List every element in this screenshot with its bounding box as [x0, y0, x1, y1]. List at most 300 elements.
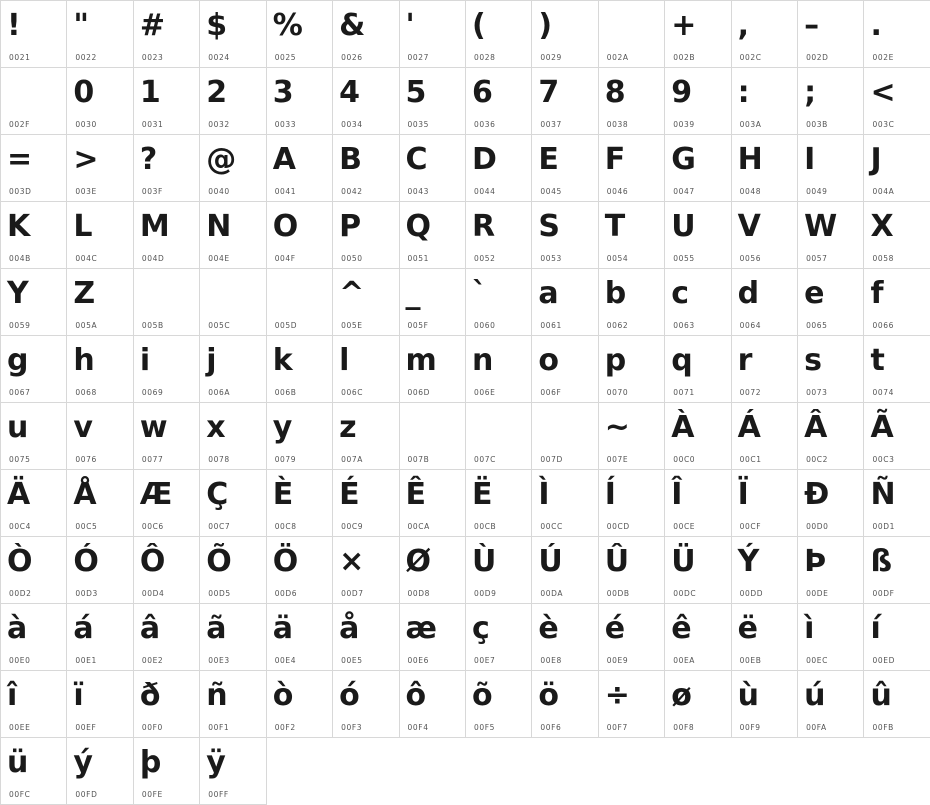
glyph-cell[interactable] [67, 738, 133, 805]
glyph-cell[interactable] [466, 202, 532, 269]
glyph-codepoint: 0038 [606, 120, 629, 129]
glyph-codepoint: 00DE [806, 589, 829, 598]
glyph-character: G [671, 142, 696, 177]
glyph-codepoint: 002D [806, 53, 829, 62]
glyph-codepoint: 0040 [208, 187, 230, 196]
glyph-cell[interactable] [267, 403, 333, 470]
glyph-cell[interactable] [599, 269, 665, 336]
glyph-codepoint: 0061 [540, 321, 562, 330]
glyph-cell[interactable] [466, 671, 532, 738]
glyph-cell[interactable] [466, 336, 532, 403]
glyph-cell[interactable] [67, 403, 133, 470]
glyph-character [532, 407, 597, 449]
glyph-codepoint: 00C4 [9, 522, 31, 531]
glyph-character: Þ [804, 544, 827, 579]
glyph-character: t [870, 343, 885, 378]
glyph-cell[interactable] [466, 604, 532, 671]
glyph-cell[interactable] [200, 68, 266, 135]
glyph-cell[interactable] [400, 336, 466, 403]
glyph-cell[interactable] [599, 1, 665, 68]
glyph-cell[interactable] [333, 671, 399, 738]
glyph-codepoint: 0043 [407, 187, 430, 196]
glyph-cell[interactable] [134, 1, 200, 68]
glyph-cell[interactable] [466, 537, 532, 604]
glyph-cell[interactable] [333, 537, 399, 604]
glyph-character [599, 5, 664, 47]
glyph-character: M [139, 209, 170, 244]
glyph-character: Ñ [870, 477, 896, 512]
glyph-cell[interactable] [466, 68, 532, 135]
glyph-character [267, 273, 332, 315]
glyph-codepoint: 002C [739, 53, 762, 62]
glyph-character: â [139, 611, 161, 646]
glyph-codepoint: 0060 [473, 321, 496, 330]
glyph-codepoint: 0042 [341, 187, 363, 196]
glyph-cell[interactable] [267, 1, 333, 68]
glyph-codepoint: 007C [473, 455, 496, 464]
glyph-cell[interactable] [532, 470, 598, 537]
glyph-cell[interactable] [200, 403, 266, 470]
glyph-character: ç [471, 611, 490, 646]
glyph-character: c [671, 276, 690, 311]
glyph-character: j [206, 343, 217, 378]
glyph-codepoint: 003C [872, 120, 895, 129]
glyph-cell[interactable] [732, 135, 798, 202]
glyph-cell[interactable] [599, 604, 665, 671]
glyph-codepoint: 0049 [806, 187, 828, 196]
glyph-codepoint: 00D5 [208, 589, 231, 598]
glyph-character: 9 [671, 75, 693, 110]
glyph-cell[interactable] [466, 470, 532, 537]
glyph-cell[interactable] [732, 68, 798, 135]
glyph-cell[interactable] [599, 470, 665, 537]
glyph-cell[interactable] [665, 135, 731, 202]
glyph-codepoint: 00CD [606, 522, 630, 531]
glyph-codepoint: 00FB [872, 723, 894, 732]
glyph-cell[interactable] [400, 1, 466, 68]
glyph-character: Ø [405, 544, 432, 579]
glyph-codepoint: 00C8 [274, 522, 297, 531]
glyph-character: F [604, 142, 626, 177]
glyph-codepoint: 004A [872, 187, 895, 196]
glyph-character: Ï [737, 477, 749, 512]
glyph-character: 3 [272, 75, 294, 110]
glyph-cell[interactable] [134, 202, 200, 269]
glyph-codepoint: 0029 [540, 53, 562, 62]
glyph-cell[interactable] [67, 135, 133, 202]
glyph-codepoint: 005E [341, 321, 363, 330]
glyph-codepoint: 00DD [739, 589, 764, 598]
glyph-codepoint: 0052 [473, 254, 496, 263]
glyph-codepoint: 00FF [208, 790, 229, 799]
glyph-character: & [339, 8, 366, 43]
glyph-cell[interactable] [732, 470, 798, 537]
glyph-cell[interactable] [798, 135, 864, 202]
glyph-character: Y [7, 276, 29, 311]
glyph-character: Â [804, 410, 828, 445]
glyph-cell[interactable] [798, 1, 864, 68]
glyph-cell[interactable] [798, 336, 864, 403]
glyph-cell[interactable] [798, 403, 864, 470]
glyph-cell[interactable] [333, 202, 399, 269]
glyph-character: û [870, 678, 892, 713]
glyph-cell[interactable] [267, 135, 333, 202]
glyph-cell[interactable] [864, 1, 930, 68]
glyph-character: Ô [139, 544, 166, 579]
glyph-character: Ì [538, 477, 550, 512]
glyph-cell[interactable] [532, 1, 598, 68]
glyph-cell[interactable] [864, 135, 930, 202]
glyph-cell[interactable] [400, 537, 466, 604]
glyph-cell[interactable] [1, 738, 67, 805]
glyph-cell[interactable] [532, 269, 598, 336]
glyph-cell[interactable] [400, 470, 466, 537]
glyph-cell[interactable] [466, 1, 532, 68]
glyph-character: Ú [538, 544, 563, 579]
glyph-cell[interactable] [1, 403, 67, 470]
glyph-cell[interactable] [267, 269, 333, 336]
glyph-character: Í [604, 477, 616, 512]
glyph-cell[interactable] [466, 269, 532, 336]
glyph-codepoint: 00C0 [673, 455, 696, 464]
glyph-cell[interactable] [200, 604, 266, 671]
glyph-character: æ [405, 611, 437, 646]
glyph-character: å [339, 611, 360, 646]
glyph-character: É [339, 477, 360, 512]
glyph-codepoint: 00E2 [141, 656, 164, 665]
glyph-cell[interactable] [532, 68, 598, 135]
glyph-codepoint: 0054 [606, 254, 629, 263]
glyph-codepoint: 0027 [407, 53, 430, 62]
glyph-codepoint: 0068 [75, 388, 97, 397]
glyph-codepoint: 00E5 [341, 656, 363, 665]
glyph-cell[interactable] [732, 537, 798, 604]
glyph-character: T [604, 209, 626, 244]
glyph-cell[interactable] [732, 336, 798, 403]
glyph-character: ë [737, 611, 758, 646]
glyph-cell[interactable] [532, 604, 598, 671]
glyph-cell[interactable] [864, 336, 930, 403]
glyph-character: ã [206, 611, 227, 646]
glyph-character: z [339, 410, 357, 445]
glyph-codepoint: 00F5 [473, 723, 495, 732]
glyph-cell[interactable] [134, 738, 200, 805]
glyph-cell[interactable] [532, 671, 598, 738]
glyph-codepoint: 0062 [606, 321, 629, 330]
glyph-codepoint: 002B [673, 53, 696, 62]
glyph-cell[interactable] [599, 135, 665, 202]
glyph-codepoint: 00E3 [208, 656, 230, 665]
glyph-cell[interactable] [798, 604, 864, 671]
glyph-character: V [737, 209, 761, 244]
glyph-character: ( [471, 8, 486, 43]
glyph-cell[interactable] [67, 671, 133, 738]
glyph-character: á [73, 611, 94, 646]
glyph-cell[interactable] [333, 1, 399, 68]
glyph-codepoint: 0059 [9, 321, 31, 330]
glyph-cell[interactable] [466, 135, 532, 202]
glyph-character: Ç [206, 477, 229, 512]
glyph-cell[interactable] [599, 202, 665, 269]
glyph-character: Ý [737, 544, 760, 579]
glyph-cell-empty [665, 738, 731, 805]
glyph-cell[interactable] [400, 403, 466, 470]
glyph-cell[interactable] [267, 537, 333, 604]
glyph-cell[interactable] [599, 68, 665, 135]
glyph-codepoint: 0039 [673, 120, 695, 129]
glyph-cell[interactable] [1, 604, 67, 671]
glyph-codepoint: 0069 [141, 388, 164, 397]
glyph-cell[interactable] [599, 671, 665, 738]
glyph-cell[interactable] [532, 336, 598, 403]
glyph-character: k [272, 343, 293, 378]
glyph-cell[interactable] [267, 604, 333, 671]
glyph-cell[interactable] [798, 269, 864, 336]
glyph-character: " [73, 8, 90, 43]
glyph-cell[interactable] [134, 537, 200, 604]
glyph-cell[interactable] [1, 1, 67, 68]
glyph-cell[interactable] [400, 202, 466, 269]
glyph-codepoint: 00C5 [75, 522, 98, 531]
glyph-cell[interactable] [333, 336, 399, 403]
glyph-codepoint: 00DF [872, 589, 895, 598]
glyph-cell[interactable] [532, 403, 598, 470]
glyph-cell[interactable] [200, 1, 266, 68]
glyph-cell[interactable] [67, 604, 133, 671]
glyph-cell[interactable] [1, 135, 67, 202]
glyph-character: C [405, 142, 428, 177]
glyph-cell[interactable] [200, 202, 266, 269]
glyph-codepoint: 00F1 [208, 723, 230, 732]
glyph-cell[interactable] [134, 336, 200, 403]
glyph-codepoint: 0022 [75, 53, 97, 62]
glyph-codepoint: 00E1 [75, 656, 97, 665]
glyph-cell[interactable] [732, 269, 798, 336]
glyph-cell[interactable] [864, 604, 930, 671]
glyph-cell[interactable] [732, 202, 798, 269]
glyph-cell[interactable] [67, 202, 133, 269]
glyph-cell[interactable] [400, 68, 466, 135]
glyph-cell[interactable] [665, 202, 731, 269]
glyph-cell[interactable] [665, 403, 731, 470]
glyph-cell[interactable] [200, 336, 266, 403]
glyph-character: 0 [73, 75, 95, 110]
glyph-character: D [471, 142, 497, 177]
glyph-cell[interactable] [532, 202, 598, 269]
glyph-cell[interactable] [864, 537, 930, 604]
glyph-cell[interactable] [134, 68, 200, 135]
glyph-cell[interactable] [134, 604, 200, 671]
glyph-codepoint: 00D8 [407, 589, 431, 598]
glyph-cell[interactable] [1, 202, 67, 269]
glyph-cell[interactable] [1, 336, 67, 403]
glyph-cell[interactable] [798, 671, 864, 738]
glyph-codepoint: 006B [274, 388, 297, 397]
glyph-cell[interactable] [67, 1, 133, 68]
glyph-character: ô [405, 678, 427, 713]
glyph-cell[interactable] [732, 671, 798, 738]
glyph-character: ò [272, 678, 294, 713]
glyph-cell[interactable] [200, 269, 266, 336]
glyph-cell[interactable] [200, 470, 266, 537]
glyph-cell[interactable] [665, 336, 731, 403]
glyph-character: ð [139, 678, 161, 713]
glyph-character: à [7, 611, 28, 646]
glyph-codepoint: 00D3 [75, 589, 98, 598]
glyph-cell[interactable] [532, 135, 598, 202]
glyph-codepoint: 0078 [208, 455, 230, 464]
glyph-character: Ü [671, 544, 696, 579]
glyph-cell[interactable] [67, 537, 133, 604]
glyph-cell[interactable] [732, 604, 798, 671]
glyph-cell[interactable] [1, 68, 67, 135]
glyph-character: Ö [272, 544, 299, 579]
glyph-cell[interactable] [400, 135, 466, 202]
glyph-character: Ã [870, 410, 894, 445]
glyph-character: S [538, 209, 560, 244]
glyph-codepoint: 00E4 [274, 656, 297, 665]
glyph-cell[interactable] [665, 470, 731, 537]
glyph-cell[interactable] [267, 470, 333, 537]
glyph-cell[interactable] [333, 269, 399, 336]
glyph-cell[interactable] [864, 202, 930, 269]
glyph-codepoint: 0063 [673, 321, 695, 330]
glyph-cell[interactable] [67, 336, 133, 403]
glyph-character: ì [804, 611, 815, 646]
glyph-character: v [73, 410, 93, 445]
glyph-cell[interactable] [134, 671, 200, 738]
glyph-cell[interactable] [400, 604, 466, 671]
glyph-character: d [737, 276, 760, 311]
glyph-cell[interactable] [599, 336, 665, 403]
glyph-codepoint: 00E6 [407, 656, 429, 665]
glyph-cell[interactable] [200, 671, 266, 738]
glyph-codepoint: 002F [9, 120, 31, 129]
glyph-cell[interactable] [665, 537, 731, 604]
glyph-codepoint: 0045 [540, 187, 562, 196]
glyph-codepoint: 0047 [673, 187, 695, 196]
glyph-cell[interactable] [798, 202, 864, 269]
glyph-cell[interactable] [267, 671, 333, 738]
glyph-cell[interactable] [732, 403, 798, 470]
glyph-character: ý [73, 745, 93, 780]
glyph-cell[interactable] [1, 269, 67, 336]
glyph-codepoint: 005A [75, 321, 98, 330]
glyph-cell[interactable] [1, 537, 67, 604]
glyph-cell[interactable] [1, 671, 67, 738]
glyph-character: Ð [804, 477, 830, 512]
glyph-codepoint: 00F3 [341, 723, 363, 732]
glyph-cell[interactable] [532, 537, 598, 604]
glyph-cell[interactable] [665, 68, 731, 135]
glyph-cell[interactable] [599, 403, 665, 470]
glyph-cell[interactable] [732, 1, 798, 68]
glyph-character: 1 [139, 75, 161, 110]
glyph-cell[interactable] [67, 269, 133, 336]
glyph-cell[interactable] [864, 671, 930, 738]
glyph-cell[interactable] [798, 68, 864, 135]
glyph-cell[interactable] [333, 68, 399, 135]
glyph-codepoint: 0044 [473, 187, 496, 196]
glyph-character: g [7, 343, 29, 378]
glyph-codepoint: 006E [473, 388, 496, 397]
glyph-codepoint: 00E7 [473, 656, 496, 665]
glyph-codepoint: 00EF [75, 723, 97, 732]
glyph-codepoint: 0079 [274, 455, 297, 464]
glyph-cell[interactable] [200, 537, 266, 604]
glyph-character: é [604, 611, 626, 646]
glyph-cell[interactable] [864, 269, 930, 336]
glyph-cell[interactable] [798, 470, 864, 537]
glyph-cell[interactable] [333, 604, 399, 671]
glyph-cell[interactable] [864, 403, 930, 470]
glyph-cell[interactable] [665, 1, 731, 68]
glyph-cell[interactable] [134, 470, 200, 537]
glyph-cell[interactable] [267, 336, 333, 403]
glyph-cell[interactable] [67, 470, 133, 537]
glyph-cell[interactable] [1, 470, 67, 537]
glyph-character: # [139, 8, 165, 43]
glyph-cell[interactable] [798, 537, 864, 604]
glyph-cell[interactable] [400, 671, 466, 738]
glyph-cell[interactable] [200, 738, 266, 805]
glyph-character: N [206, 209, 232, 244]
glyph-character: þ [139, 745, 162, 780]
glyph-codepoint: 00EC [806, 656, 828, 665]
glyph-cell[interactable] [333, 403, 399, 470]
glyph-character: Û [604, 544, 630, 579]
glyph-cell[interactable] [864, 470, 930, 537]
glyph-character: p [604, 343, 627, 378]
glyph-cell[interactable] [134, 403, 200, 470]
glyph-cell[interactable] [267, 202, 333, 269]
glyph-character: Á [737, 410, 761, 445]
glyph-codepoint: 005B [141, 321, 164, 330]
glyph-cell[interactable] [665, 269, 731, 336]
glyph-cell[interactable] [333, 135, 399, 202]
glyph-cell[interactable] [333, 470, 399, 537]
glyph-codepoint: 003D [9, 187, 32, 196]
glyph-cell[interactable] [599, 537, 665, 604]
glyph-cell-empty [400, 738, 466, 805]
glyph-cell[interactable] [466, 403, 532, 470]
glyph-cell[interactable] [134, 269, 200, 336]
glyph-character: Ä [7, 477, 31, 512]
glyph-codepoint: 006F [540, 388, 562, 397]
glyph-character: ` [471, 276, 487, 311]
glyph-cell[interactable] [665, 604, 731, 671]
glyph-codepoint: 00CC [540, 522, 563, 531]
glyph-character: ñ [206, 678, 228, 713]
glyph-character: y [272, 410, 293, 445]
glyph-cell[interactable] [267, 68, 333, 135]
glyph-codepoint: 00C2 [806, 455, 829, 464]
glyph-cell[interactable] [400, 269, 466, 336]
glyph-character: Ó [73, 544, 99, 579]
glyph-cell-empty [732, 738, 798, 805]
glyph-cell[interactable] [864, 68, 930, 135]
glyph-codepoint: 0064 [739, 321, 762, 330]
glyph-codepoint: 003F [141, 187, 163, 196]
glyph-cell[interactable] [200, 135, 266, 202]
glyph-cell[interactable] [665, 671, 731, 738]
glyph-codepoint: 0051 [407, 254, 430, 263]
glyph-codepoint: 00CF [739, 522, 762, 531]
glyph-cell[interactable] [67, 68, 133, 135]
glyph-codepoint: 00E0 [9, 656, 31, 665]
glyph-cell[interactable] [134, 135, 200, 202]
glyph-character: + [671, 8, 697, 43]
